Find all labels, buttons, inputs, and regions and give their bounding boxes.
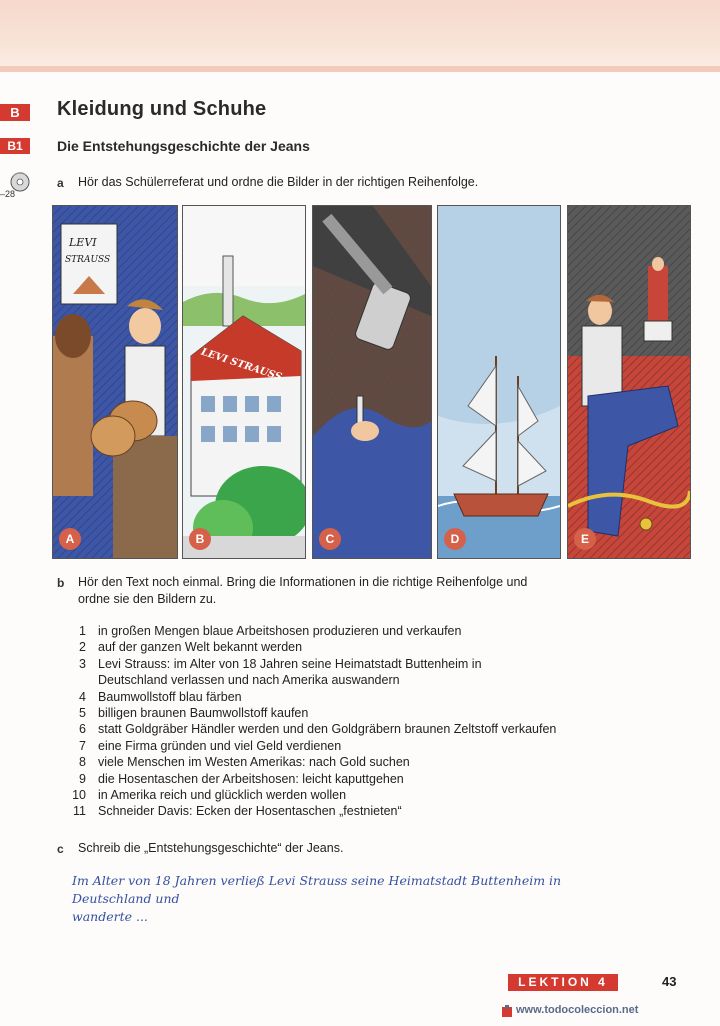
task-c-letter: c bbox=[57, 842, 64, 856]
panel-d[interactable] bbox=[437, 205, 561, 559]
list-item: 8 viele Menschen im Westen Amerikas: nach Gold suchen bbox=[79, 755, 410, 770]
panel-a-illustration bbox=[53, 206, 177, 558]
panel-e-label: E bbox=[574, 528, 596, 550]
panel-a-sign-line1: LEVI bbox=[69, 236, 97, 249]
panel-b-building-sign: LEVI STRAUSS bbox=[199, 346, 284, 384]
header-band bbox=[0, 0, 720, 72]
information-list bbox=[62, 623, 662, 820]
task-b-letter: b bbox=[57, 576, 65, 590]
panel-d-label: D bbox=[444, 528, 466, 550]
subsection-title: Die Entstehungsgeschichte der Jeans bbox=[57, 138, 310, 154]
panel-c-illustration bbox=[313, 206, 431, 558]
list-item: 6 statt Goldgräber Händler werden und den Goldgräbern braunen Zeltstoff verkaufen bbox=[79, 722, 557, 737]
lesson-badge: LEKTION 4 bbox=[508, 974, 618, 991]
page-title: Kleidung und Schuhe bbox=[57, 98, 267, 120]
watermark-link[interactable]: www.todocoleccion.net bbox=[516, 1004, 639, 1016]
task-a-text: Hör das Schülerreferat und ordne die Bilder in der richtigen Reihenfolge. bbox=[78, 175, 479, 189]
list-item: 1 in großen Mengen blaue Arbeitshosen produzieren und verkaufen bbox=[79, 624, 462, 638]
sample-answer-line2: wanderte ... bbox=[72, 909, 148, 924]
panel-e-illustration bbox=[568, 206, 690, 558]
task-b-line1: Hör den Text noch einmal. Bring die Informationen in die richtige Reihenfolge und bbox=[78, 575, 528, 589]
page-number: 43 bbox=[662, 974, 677, 989]
list-item: 9 die Hosentaschen der Arbeitshosen: leicht kaputtgehen bbox=[79, 771, 404, 786]
list-item: 3 Levi Strauss: im Alter von 18 Jahren seine Heimatstadt Buttenheim in bbox=[79, 656, 482, 671]
subsection-tag: B1 bbox=[0, 138, 30, 154]
watermark-icon bbox=[502, 1005, 512, 1017]
panel-b-illustration bbox=[183, 206, 305, 558]
sample-answer-line1: Im Alter von 18 Jahren verließ Levi Strauss seine Heimatstadt Buttenheim in Deutschland und bbox=[72, 873, 562, 906]
panel-a-sign-line2: STRAUSS bbox=[65, 255, 111, 265]
illustration-panels bbox=[52, 205, 690, 560]
list-item: 5 billigen braunen Baumwollstoff kaufen bbox=[79, 706, 309, 721]
task-b-line2: ordne sie den Bildern zu. bbox=[78, 592, 217, 606]
audio-track-ref: –28 bbox=[0, 189, 16, 199]
sample-answer bbox=[72, 872, 632, 926]
panel-c-label: C bbox=[319, 528, 341, 550]
panel-a-label: A bbox=[59, 528, 81, 550]
panel-e[interactable] bbox=[567, 205, 691, 559]
list-item: Deutschland verlassen und nach Amerika auswandern bbox=[98, 673, 400, 688]
panel-b-label: B bbox=[189, 528, 211, 550]
task-c-text: Schreib die „Entstehungsgeschichte“ der Jeans. bbox=[78, 841, 344, 855]
section-tag: B bbox=[0, 104, 30, 121]
list-item: 7 eine Firma gründen und viel Geld verdienen bbox=[79, 738, 342, 753]
panel-b[interactable] bbox=[182, 205, 306, 559]
list-item: 10 in Amerika reich und glücklich werden wollen bbox=[72, 788, 347, 803]
panel-c[interactable] bbox=[312, 205, 432, 559]
list-item: 4 Baumwollstoff blau färben bbox=[79, 689, 242, 704]
task-a-letter: a bbox=[57, 176, 64, 190]
list-item: 11 Schneider Davis: Ecken der Hosentaschen „festnieten“ bbox=[73, 804, 402, 819]
task-b-text bbox=[78, 574, 527, 608]
list-item: 2 auf der ganzen Welt bekannt werden bbox=[79, 640, 303, 655]
panel-d-illustration bbox=[438, 206, 560, 558]
panel-a[interactable] bbox=[52, 205, 178, 559]
